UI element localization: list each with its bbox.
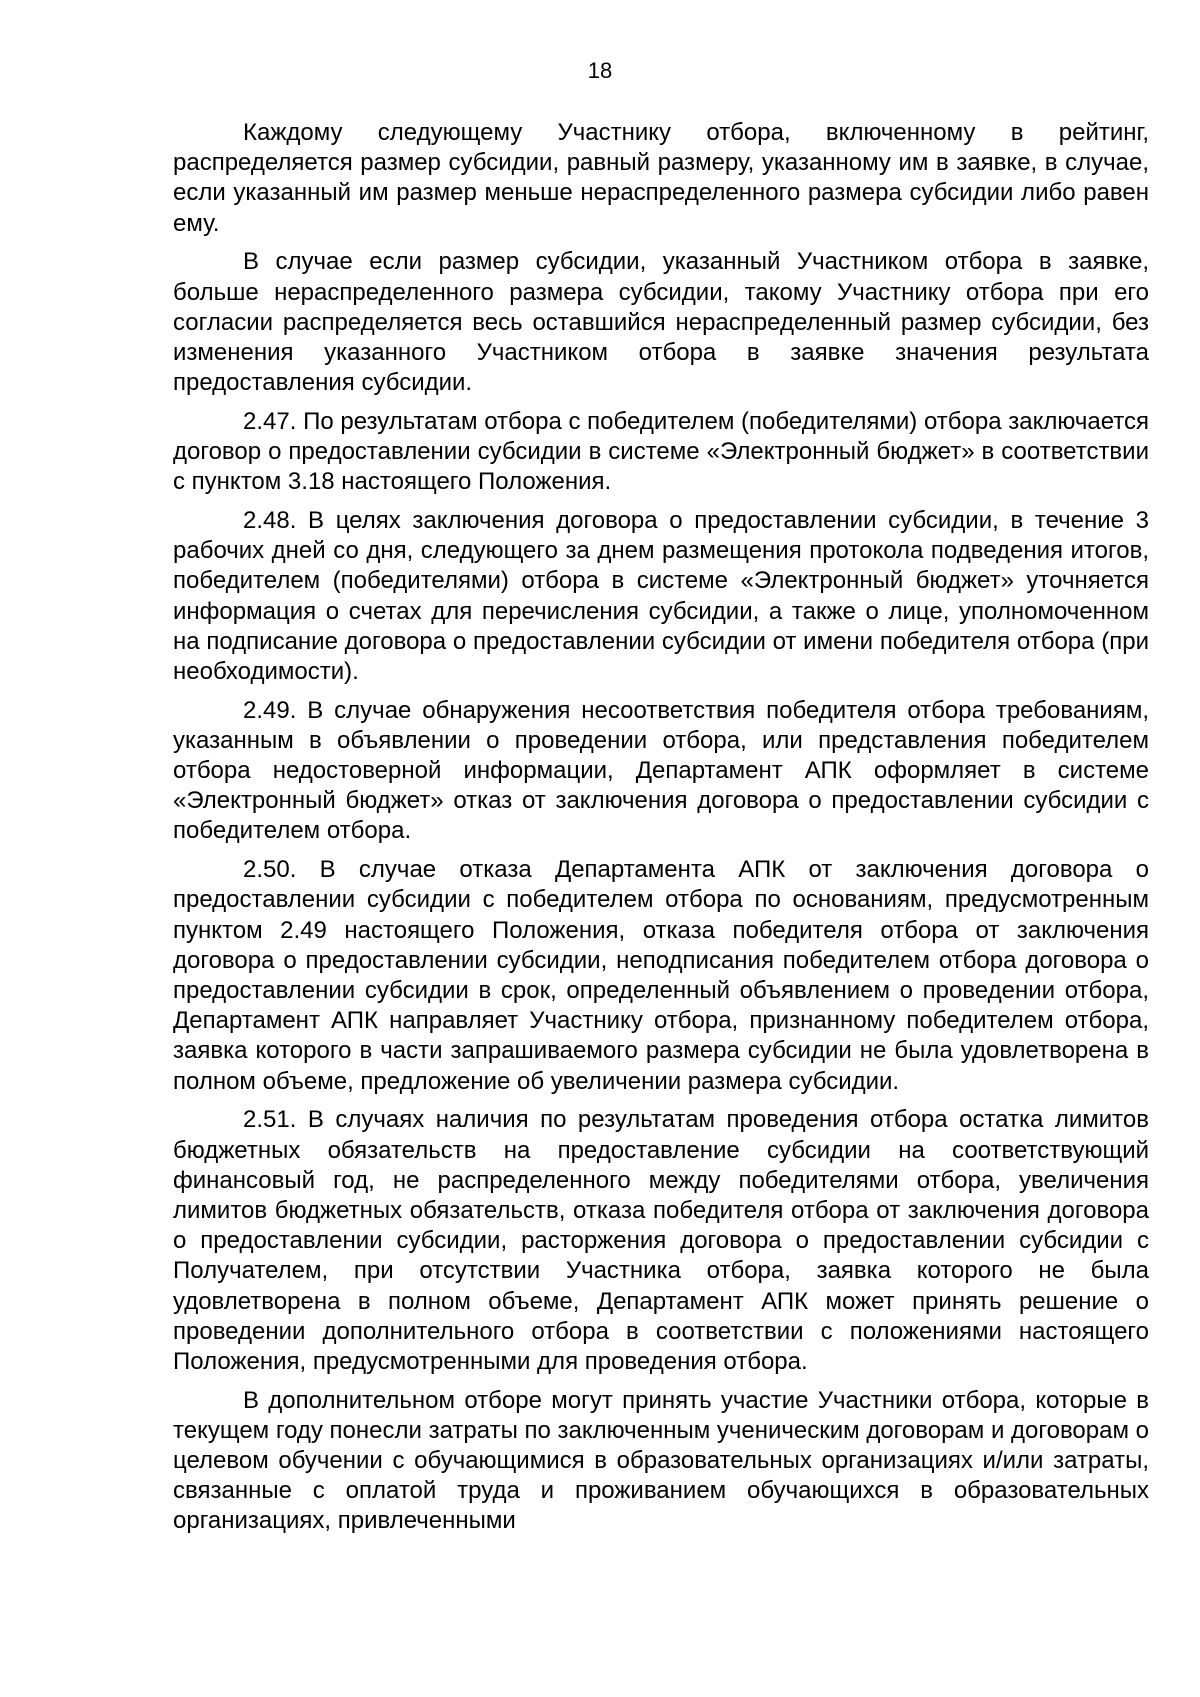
paragraph-2-47: 2.47. По результатам отбора с победителем (победителями) отбора заключается договор о предоставлении субсидии в системе «Электронный бюджет» в соответствии с пунктом 3.18 настоящего Положения. [173,407,1149,496]
paragraph-2-48: 2.48. В целях заключения договора о предоставлении субсидии, в течение 3 рабочих дней со дня, следующего за днем размещения протокола подведения итогов, победителем (победителями) отбора в системе «Электронный бюджет» уточняется информация о счетах для перечисления субсидии, а также о лице, уполномоченном на подписание договора о предоставлении субсидии от имени победителя отбора (при необходимости). [173,506,1149,685]
document-body [173,118,1149,1545]
page-number: 18 [587,58,613,83]
paragraph-2-49: 2.49. В случае обнаружения несоответствия победителя отбора требованиям, указанным в объявлении о проведении отбора, или представления победителем отбора недостоверной информации, Департамент АПК оформляет в системе «Электронный бюджет» отказ от заключения договора о предоставлении субсидии с победителем отбора. [173,696,1149,845]
paragraph-2-50: 2.50. В случае отказа Департамента АПК от заключения договора о предоставлении субсидии с победителем отбора по основаниям, предусмотренным пунктом 2.49 настоящего Положения, отказа победителя отбора от заключения договора о предоставлении субсидии, неподписания победителем отбора договора о предоставлении субсидии в срок, определенный объявлением о проведении отбора, Департамент АПК направляет Участнику отбора, признанному победителем отбора, заявка которого в части запрашиваемого размера субсидии не была удовлетворена в полном объеме, предложение об увеличении размера субсидии. [173,856,1149,1095]
paragraph-additional-selection: В дополнительном отборе могут принять участие Участники отбора, которые в текущем году понесли затраты по заключенным ученическим договорам и договорам о целевом обучении с обучающимися в образовательных организациях и/или затраты, связанные с оплатой труда и проживанием обучающихся в образовательных организациях, привлеченными [173,1386,1149,1535]
paragraph-2-51: 2.51. В случаях наличия по результатам проведения отбора остатка лимитов бюджетных обязательств на предоставление субсидии на соответствующий финансовый год, не распределенного между победителями отбора, увеличения лимитов бюджетных обязательств, отказа победителя отбора от заключения договора о предоставлении субсидии, расторжения договора о предоставлении субсидии с Получателем, при отсутствии Участника отбора, заявка которого не была удовлетворена в полном объеме, Департамент АПК может принять решение о проведении дополнительного отбора в соответствии с положениями настоящего Положения, предусмотренными для проведения отбора. [173,1106,1149,1375]
paragraph-remaining-subsidy: В случае если размер субсидии, указанный Участником отбора в заявке, больше нераспределенного размера субсидии, такому Участнику отбора при его согласии распределяется весь оставшийся нераспределенный размер субсидии, без изменения указанного Участником отбора в заявке значения результата предоставления субсидии. [173,248,1149,397]
paragraph-participant-distribution: Каждому следующему Участнику отбора, включенному в рейтинг, распределяется размер субсидии, равный размеру, указанному им в заявке, в случае, если указанный им размер меньше нераспределенного размера субсидии либо равен ему. [173,119,1149,237]
